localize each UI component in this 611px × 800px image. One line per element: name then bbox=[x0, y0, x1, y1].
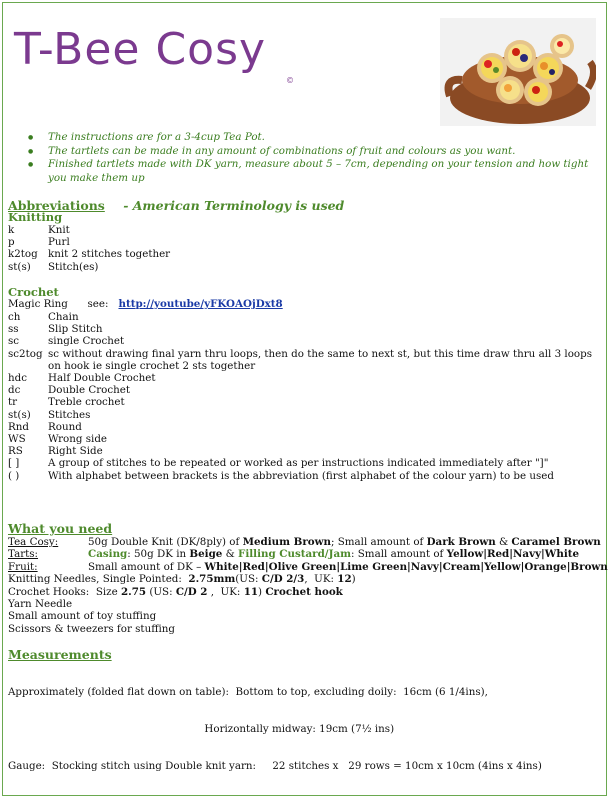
abbr-value: single Crochet bbox=[48, 335, 125, 348]
list-item bbox=[8, 548, 608, 560]
crochet-heading: Crochet bbox=[8, 285, 59, 299]
list-item bbox=[8, 409, 603, 421]
abbr-key: sc2tog bbox=[8, 347, 43, 360]
text: Small amount of DK – bbox=[88, 560, 205, 573]
tarts-label: Tarts: bbox=[8, 548, 39, 561]
abbr-key: ( ) bbox=[8, 469, 20, 482]
knitting-list bbox=[8, 224, 603, 273]
abbr-key: [ ] bbox=[8, 457, 20, 470]
abbr-value: Slip Stitch bbox=[48, 323, 103, 336]
text: Casing bbox=[88, 548, 128, 561]
abbr-value: Treble crochet bbox=[48, 396, 125, 409]
list-item bbox=[8, 236, 603, 248]
text: 11 bbox=[243, 585, 259, 598]
text: Caramel Brown bbox=[511, 536, 601, 548]
list-item bbox=[8, 457, 603, 469]
abbr-key: WS bbox=[8, 433, 26, 446]
abbr-value: A group of stitches to be repeated or worked as per instructions indicated immediately after "]" bbox=[48, 457, 549, 470]
abbr-value: Knit bbox=[48, 224, 70, 236]
abbr-key: ss bbox=[8, 323, 19, 336]
text: Crochet Hooks: Size bbox=[8, 585, 121, 598]
tea-cosy-photo bbox=[440, 18, 596, 126]
text: Medium Brown bbox=[242, 536, 331, 548]
abbr-key: hdc bbox=[8, 372, 27, 385]
list-item: Small amount of toy stuffing bbox=[8, 610, 157, 623]
terminology-note: - American Terminology is used bbox=[123, 198, 345, 213]
crochet-list bbox=[8, 311, 603, 482]
text: Filling Custard/Jam bbox=[238, 548, 352, 561]
text: ; Small amount of bbox=[330, 536, 427, 548]
text: 2.75 bbox=[120, 585, 147, 598]
abbr-value: sc without drawing final yarn thru loops, then do the same to next st, but this time draw thru all 3 loops on hook ie single crochet 2 sts together bbox=[48, 347, 592, 372]
text: Crochet hook bbox=[265, 585, 343, 598]
abbr-key: RS bbox=[8, 445, 23, 458]
list-item bbox=[8, 445, 603, 457]
abbr-key: sc bbox=[8, 335, 20, 348]
text: 50g Double Knit (DK/8ply) of bbox=[88, 536, 243, 548]
abbr-value: Chain bbox=[48, 311, 79, 323]
list-item bbox=[8, 433, 603, 445]
list-item bbox=[8, 335, 603, 347]
magic-ring-label: Magic Ring see: bbox=[8, 298, 109, 310]
list-item bbox=[8, 261, 603, 273]
text: ) bbox=[258, 585, 266, 598]
abbr-value: Purl bbox=[48, 236, 70, 249]
intro-item: ● The instructions are for a 3-4cup Tea Pot. bbox=[28, 131, 598, 145]
magic-ring-line bbox=[8, 298, 283, 310]
abbr-key: k2tog bbox=[8, 248, 38, 261]
abbr-key: st(s) bbox=[8, 408, 31, 421]
list-item: Horizontally midway: 19cm (7½ ins) bbox=[8, 723, 395, 736]
list-item bbox=[8, 561, 608, 573]
list-item bbox=[8, 311, 603, 323]
text: C/D 2 bbox=[175, 585, 208, 598]
list-item: Gauge: Stocking stitch using Double knit yarn: 22 stitches x 29 rows = 10cm x 10cm (4ins x 4ins) bbox=[8, 760, 542, 773]
abbr-key: st(s) bbox=[8, 260, 31, 273]
list-item bbox=[8, 348, 603, 372]
text: (US: bbox=[146, 585, 176, 598]
list-item bbox=[8, 536, 608, 548]
intro-item: ● Finished tartlets made with DK yarn, measure about 5 – 7cm, depending on your tension and how tight you make them up bbox=[28, 158, 598, 185]
abbr-key: ch bbox=[8, 311, 21, 323]
measurements-heading: Measurements bbox=[8, 647, 112, 662]
logo-text: T-Bee Cosy bbox=[14, 24, 267, 75]
materials-list bbox=[8, 536, 608, 635]
abbr-value: Right Side bbox=[48, 445, 103, 458]
knitting-heading: Knitting bbox=[8, 210, 63, 224]
logo bbox=[14, 20, 304, 100]
abbr-key: tr bbox=[8, 396, 18, 409]
text: C/D 2/3 bbox=[261, 573, 305, 586]
list-item bbox=[8, 323, 603, 335]
abbr-key: Rnd bbox=[8, 420, 29, 433]
text: Yellow|Red|Navy|White bbox=[446, 548, 580, 561]
abbr-key: k bbox=[8, 224, 15, 236]
text: 2.75mm bbox=[188, 573, 236, 586]
text: : 50g DK in bbox=[127, 548, 190, 561]
text: , UK: bbox=[207, 585, 244, 598]
abbr-value: Stitches bbox=[48, 408, 91, 421]
text: Dark Brown bbox=[426, 536, 496, 548]
list-item bbox=[8, 384, 603, 396]
text: White|Red|Olive Green|Lime Green|Navy|Cream|Yellow|Orange|Brown bbox=[204, 560, 608, 573]
text: Knitting Needles, Single Pointed: bbox=[8, 573, 189, 586]
tea-cosy-illustration bbox=[440, 18, 596, 126]
magic-ring-link[interactable]: http://youtube/yFKOAOjDxt8 bbox=[118, 298, 283, 310]
abbr-value: Round bbox=[48, 420, 82, 433]
text: & bbox=[495, 536, 512, 548]
abbr-key: p bbox=[8, 236, 15, 249]
list-item bbox=[8, 421, 603, 433]
intro-list bbox=[28, 131, 598, 185]
text: (US: bbox=[235, 573, 262, 586]
text: , UK: bbox=[304, 573, 338, 586]
abbreviations-heading: Abbreviations bbox=[8, 198, 105, 213]
intro-item: ● The tartlets can be made in any amount of combinations of fruit and colours as you want. bbox=[28, 145, 598, 159]
list-item: Yarn Needle bbox=[8, 598, 73, 611]
fruit-label: Fruit: bbox=[8, 560, 38, 573]
list-item bbox=[8, 396, 603, 408]
tea-cosy-label: Tea Cosy: bbox=[8, 536, 59, 548]
list-item: Scissors & tweezers for stuffing bbox=[8, 622, 176, 635]
text: Beige bbox=[189, 548, 223, 561]
list-item bbox=[8, 573, 608, 585]
measurements-list bbox=[8, 661, 608, 785]
list-item: Approximately (folded flat down on table): Bottom to top, excluding doily: 16cm (6 1/4ins), bbox=[8, 685, 488, 698]
text: & bbox=[222, 548, 239, 561]
abbr-value: Double Crochet bbox=[48, 384, 130, 397]
list-item bbox=[8, 470, 603, 482]
list-item bbox=[8, 248, 603, 260]
copyright-mark: © bbox=[286, 76, 294, 85]
abbr-key: dc bbox=[8, 384, 21, 397]
abbr-value: knit 2 stitches together bbox=[48, 248, 171, 261]
abbr-value: Wrong side bbox=[48, 433, 108, 446]
list-item bbox=[8, 224, 603, 236]
abbr-value: Stitch(es) bbox=[48, 260, 99, 273]
what-you-need-heading: What you need bbox=[8, 521, 113, 536]
abbr-value: With alphabet between brackets is the abbreviation (first alphabet of the colour yarn) to be used bbox=[48, 469, 554, 482]
text: ) bbox=[351, 573, 356, 586]
what-you-need-title bbox=[8, 521, 112, 536]
text: 12 bbox=[337, 573, 352, 586]
list-item bbox=[8, 372, 603, 384]
text: : Small amount of bbox=[351, 548, 447, 561]
abbr-value: Half Double Crochet bbox=[48, 372, 156, 385]
list-item bbox=[8, 586, 608, 598]
measurements-title bbox=[8, 647, 112, 662]
